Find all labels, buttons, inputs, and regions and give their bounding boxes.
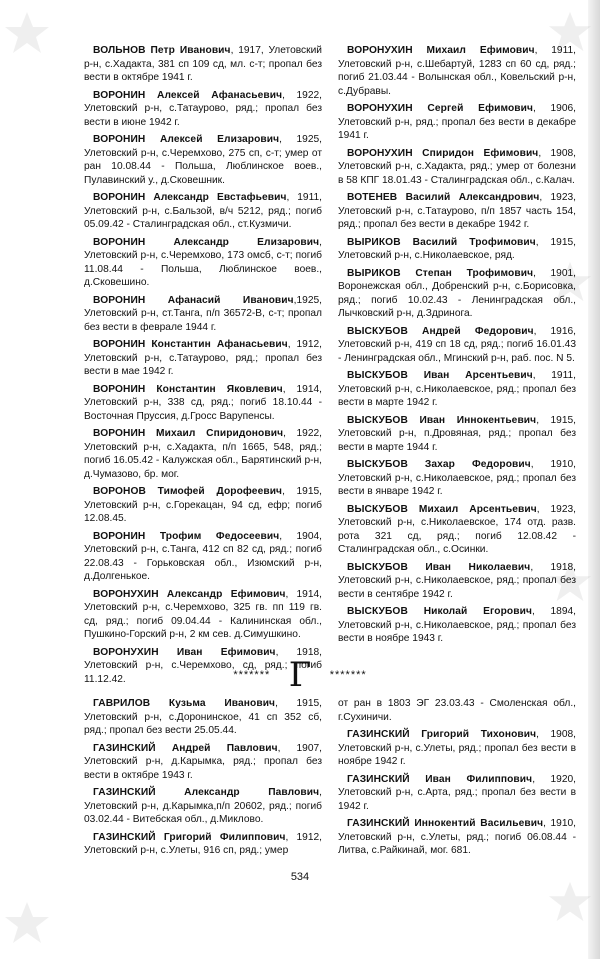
- entry-details: , Улетовский р-н, с.Черемхово, 173 омсб, с-т; погиб 11.08.44 - Польша, Люблинское воев., д.Сковешино.: [84, 236, 322, 288]
- entry: [84, 742, 322, 783]
- entry-name: ВЫСКУБОВ Иван Арсентьевич: [347, 370, 533, 381]
- entry-details: , 1910, Улетовский р-н, с.Улеты, ряд.; погиб 06.08.44 - Литва, с.Райкинай, мог. 681.: [338, 818, 577, 856]
- entry-details: , 1923, Улетовский р-н, с.Николаевское, 174 отд. разв. рота 321 сд, ряд.; погиб 12.08.42 - Сталинградская обл., с.Осинки.: [338, 503, 576, 555]
- entry: [84, 786, 322, 827]
- entry: [84, 236, 322, 290]
- entry: [84, 133, 322, 187]
- entry-details: , 1894, Улетовский р-н, с.Николаевское, ряд.; пропал без вести в ноябре 1943 г.: [338, 606, 576, 644]
- entry: [84, 831, 322, 858]
- entry: [338, 191, 576, 232]
- entry-details: , 1904, Улетовский р-н, с.Танга, 412 сп 82 сд, ряд.; погиб 22.08.43 - Горьковская обл., Изюмский р-н, д.Долгенькое.: [84, 530, 322, 582]
- section-letter: Г: [288, 655, 312, 695]
- entry: [338, 414, 576, 455]
- entry-details: , 1923, Улетовский р-н, с.Татаурово, п/п 1857 часть 154, ряд.; пропал без вести в декабре 1942 г.: [338, 192, 576, 230]
- entry: [338, 817, 576, 858]
- entry-name: ВЫСКУБОВ Иван Николаевич: [347, 561, 531, 573]
- entry-name: ВОРОНИН Александр Елизарович: [93, 236, 320, 248]
- entry-details: , 1912, Улетовский р-н, с.Татаурово, ряд.; пропал без вести в мае 1942 г.: [84, 339, 322, 377]
- entry: [338, 773, 576, 814]
- entry-details: , 1925, Улетовский р-н, с.Черемхово, 275 сп, с-т; умер от ран 10.08.44 - Польша, Люблинское воев., Пулавинский у., д.Сковешник.: [84, 134, 322, 186]
- entry-details: , 1922, Улетовский р-н, с.Хадакта, п/п 1665, 548, ряд.; погиб 16.05.42 - Калужская обл., Барятинский р-н, д.Чумазово, бр. мог.: [84, 428, 322, 480]
- entry-name: ВОРОНИН Михаил Спиридонович: [93, 428, 284, 439]
- entry-name: ВОРОНИН Константин Афанасьевич: [93, 339, 288, 350]
- entry-details: , 1911, Улетовский р-н, с.Бальзой, в/ч 5212, ряд.; погиб 05.09.42 - Сталинградская обл., ст.Кузмичи.: [84, 192, 322, 230]
- entry-name: ГАЗИНСКИЙ Иван Филиппович: [347, 773, 533, 785]
- section-divider: [0, 655, 600, 695]
- entry-name: ВОРОНИН Константин Яковлевич: [93, 383, 283, 395]
- entry-details: , Улетовский р-н, д.Карымка,п/п 20602, ряд.; погиб 03.02.44 - Витебская обл., д.Миклово.: [84, 787, 322, 825]
- entry: [84, 44, 322, 85]
- entry-name: ВОРОНУХИН Спиридон Ефимович: [347, 147, 539, 159]
- entry-details: , 1911, Улетовский р-н, с.Шебартуй, 1283 сп 60 сд, ряд.; погиб 21.03.44 - Волынская обл., Ковельский р-н, с.Дубравы.: [338, 45, 577, 97]
- entry-name: ВЫСКУБОВ Захар Федорович: [347, 459, 531, 470]
- entry: [84, 697, 322, 738]
- entry: [338, 369, 576, 410]
- entry-details: , 1915, Улетовский р-н, с.Горекацан, 94 сд, ефр; погиб 12.08.45.: [84, 486, 322, 524]
- entry-details: , 1901, Воронежская обл., Добренский р-н, с.Борисовка, ряд.; погиб 10.02.43 - Ленинградская обл., Лычковский р-н, д.Здринога.: [338, 267, 576, 319]
- entry-name: ВОРОНУХИН Михаил Ефимович: [347, 45, 535, 56]
- entry-details: , 1915, Улетовский р-н, с.Николаевское, ряд.: [338, 236, 577, 261]
- entry: [338, 503, 576, 557]
- entry-name: ВОРОНУХИН Сергей Ефимович: [347, 103, 534, 114]
- entry: [338, 325, 576, 366]
- entry-details: , 1910, Улетовский р-н, с.Николаевское, ряд.; пропал без вести в январе 1942 г.: [338, 459, 576, 497]
- page-number: 534: [290, 871, 310, 883]
- watermark-star-icon: [4, 900, 50, 946]
- entry-name: ГАЗИНСКИЙ Андрей Павлович: [93, 742, 278, 754]
- entry: [84, 89, 322, 130]
- entry-details: ,1925, Улетовский р-н, ст.Танга, п/п 36572-В, с-т; пропал без вести в феврале 1944 г.: [84, 294, 322, 333]
- entry: [338, 605, 576, 646]
- entry: [84, 485, 322, 526]
- entry-details: , 1908, Улетовский р-н, с.Улеты, ряд.; пропал без вести в ноябре 1942 г.: [338, 729, 576, 767]
- entry: [84, 427, 322, 481]
- entry-name: ВЫСКУБОВ Иван Иннокентьевич: [347, 414, 537, 426]
- entry-details: , 1915, Улетовский р-н, п.Дровяная, ряд.; пропал без вести в марте 1944 г.: [338, 414, 577, 453]
- entry: [84, 338, 322, 379]
- entry-details: , 1914, Улетовский р-н, 338 сд, ряд.; погиб 18.10.44 - Восточная Пруссия, д.Гросс Варупенсы.: [84, 383, 322, 422]
- entry-details: , 1906, Улетовский р-н, ряд.; пропал без вести в декабре 1941 г.: [338, 103, 576, 141]
- entry: [338, 267, 576, 321]
- column-right-section-v: [338, 44, 576, 650]
- entry-details: , 1920, Улетовский р-н, с.Арта, ряд.; пропал без вести в 1942 г.: [338, 773, 576, 812]
- entry-details: , 1908, Улетовский р-н, с.Хадакта, ряд.; умер от болезни в 58 КПГ 18.01.43 - Сталинградская обл., с.Калач.: [338, 147, 577, 186]
- entry-details: , 1915, Улетовский р-н, с.Доронинское, 41 сп 352 сб, ряд.; пропал без вести 25.05.44.: [84, 698, 323, 736]
- entry: [84, 383, 322, 424]
- entry-continuation: от ран в 1803 ЭГ 23.03.43 - Смоленская обл., г.Сухиничи.: [338, 698, 576, 723]
- entry-name: ВОРОНИН Алексей Афанасьевич: [93, 89, 283, 101]
- entry: [338, 102, 576, 143]
- entry-name: ВОРОНИН Афанасий Иванович: [93, 294, 294, 306]
- entry-name: ВОРОНУХИН Иван Ефимович: [93, 646, 276, 658]
- entry-details: , 1922, Улетовский р-н, с.Татаурово, ряд.; пропал без вести в июне 1942 г.: [84, 89, 323, 128]
- entry-details: , 1914, Улетовский р-н, с.Черемхово, 325 гв. пп 119 гв. сд, ряд.; погиб 09.04.44 - Калининская обл., Пушкино-Горский р-н, 2 км сев. д.Симушкино.: [84, 588, 322, 640]
- entry-name: ГАЗИНСКИЙ Александр Павлович: [93, 787, 320, 798]
- entry-details: , 1918, Улетовский р-н, с.Николаевское, ряд.; пропал без вести в сентябре 1942 г.: [338, 561, 577, 600]
- entry: [84, 588, 322, 642]
- entry-name: ВЫСКУБОВ Николай Егорович: [347, 606, 532, 617]
- divider-stars-right: *******: [329, 669, 367, 681]
- entry-name: ВОЛЬНОВ Петр Иванович: [93, 45, 231, 56]
- entry-name: ГАВРИЛОВ Кузьма Иванович: [93, 698, 276, 709]
- entry-details: , 1916, Улетовский р-н, 419 сп 18 сд, ряд.; погиб 16.01.43 - Ленинградская обл., Мгинский р-н, раб. пос. N 5.: [338, 325, 576, 364]
- entry-name: ВОРОНИН Александр Евстафьевич: [93, 192, 287, 203]
- entry-name: ГАЗИНСКИЙ Григорий Филиппович: [93, 831, 286, 843]
- entry-name: ГАЗИНСКИЙ Григорий Тихонович: [347, 729, 537, 740]
- watermark-star-icon: [4, 10, 50, 56]
- entry-name: ВЫРИКОВ Степан Трофимович: [347, 267, 534, 279]
- watermark-star-icon: [548, 880, 592, 924]
- entry-name: ВЫСКУБОВ Андрей Федорович: [347, 325, 534, 337]
- entry: [338, 728, 576, 769]
- entry: [84, 530, 322, 584]
- entry-details: , 1912, Улетовский р-н, с.Улеты, 916 сп, ряд.; умер: [84, 831, 322, 856]
- entry-details: , 1911, Улетовский р-н, с.Николаевское, ряд.; пропал без вести в марте 1942 г.: [338, 370, 576, 408]
- entry-name: ВЫРИКОВ Василий Трофимович: [347, 236, 536, 248]
- entry: [338, 458, 576, 499]
- entry: [338, 561, 576, 602]
- column-left-section-v: [84, 44, 322, 690]
- divider-stars-left: *******: [233, 669, 271, 681]
- page-edge: [588, 0, 600, 959]
- column-left-section-g: [84, 697, 322, 862]
- entry-name: ВОТЕНЕВ Василий Александрович: [347, 192, 540, 203]
- entry: [338, 147, 576, 188]
- entry-details: , 1917, Улетовский р-н, с.Хадакта, 381 сп 109 сд, мл. с-т; пропал без вести в октябре 1941 г.: [84, 45, 322, 83]
- entry: [338, 236, 576, 263]
- entry: [338, 44, 576, 98]
- column-right-section-g: [338, 697, 576, 862]
- entry-name: ВОРОНИН Трофим Федосеевич: [93, 530, 280, 542]
- entry: [84, 191, 322, 232]
- entry-name: ГАЗИНСКИЙ Иннокентий Васильевич: [347, 818, 544, 829]
- entry-details: , 1918, Улетовский р-н, с.Черемхово, сд, ряд.; погиб 11.12.42.: [84, 646, 322, 685]
- entry-details: , 1907, Улетовский р-н, д.Карымка, ряд.; пропал без вести в октябре 1943 г.: [84, 742, 322, 781]
- entry-name: ВОРОНИН Алексей Елизарович: [93, 134, 280, 145]
- entry-name: ВОРОНУХИН Александр Ефимович: [93, 588, 286, 600]
- entry-name: ВЫСКУБОВ Михаил Арсентьевич: [347, 503, 537, 515]
- entry: [84, 294, 322, 335]
- entry-name: ВОРОНОВ Тимофей Дорофеевич: [93, 486, 283, 497]
